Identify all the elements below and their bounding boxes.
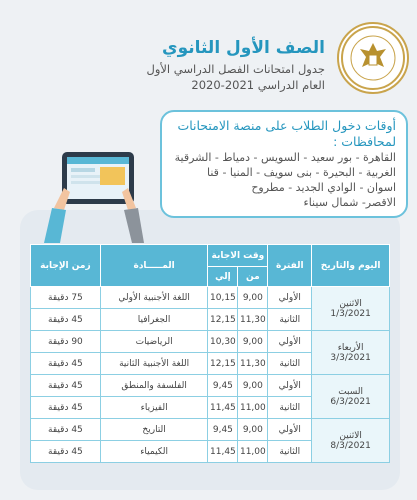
to-cell: 9,45 [208, 375, 238, 397]
governorates-line-1: القاهرة - بور سعيد - السويس - دمياط - الشرقية [174, 151, 396, 164]
from-cell: 9,00 [238, 331, 268, 353]
from-cell: 11,00 [238, 441, 268, 463]
info-heading: أوقات دخول الطلاب على منصة الامتحانات [177, 118, 396, 133]
duration-cell: 90 دقيقة [31, 331, 101, 353]
governorates-line-2: الغربية - البحيرة - بنى سويف - المنيا - قنا [207, 166, 396, 179]
from-cell: 9,00 [238, 287, 268, 309]
header-period: الفترة [268, 245, 312, 287]
subject-cell: الرياضيات [100, 331, 208, 353]
from-cell: 11,00 [238, 397, 268, 419]
governorates-line-3: اسوان - الوادي الجديد - مطروح [251, 181, 396, 194]
table-row [31, 331, 390, 353]
duration-cell: 45 دقيقة [31, 397, 101, 419]
period-cell: الثانية [268, 309, 312, 331]
duration-cell: 45 دقيقة [31, 375, 101, 397]
table-row [31, 287, 390, 309]
exam-schedule-table [30, 244, 390, 463]
hands-holding-tablet-icon [40, 148, 150, 243]
to-cell: 10,15 [208, 287, 238, 309]
period-cell: الأولي [268, 419, 312, 441]
exam-schedule-subtitle: جدول امتحانات الفصل الدراسي الأول [146, 62, 325, 76]
duration-cell: 45 دقيقة [31, 441, 101, 463]
header-answer-time: وقت الاجابة [208, 245, 268, 267]
period-cell: الأولي [268, 287, 312, 309]
from-cell: 11,30 [238, 353, 268, 375]
subject-cell: اللغة الأجنبية الثانية [100, 353, 208, 375]
from-cell: 9,00 [238, 375, 268, 397]
period-cell: الثانية [268, 353, 312, 375]
from-cell: 9,00 [238, 419, 268, 441]
table-row [31, 419, 390, 441]
period-cell: الثانية [268, 397, 312, 419]
to-cell: 11,45 [208, 441, 238, 463]
from-cell: 11,30 [238, 309, 268, 331]
to-cell: 10,30 [208, 331, 238, 353]
day-cell: الأربعاء 3/3/2021 [312, 331, 390, 375]
duration-cell: 75 دقيقة [31, 287, 101, 309]
subject-cell: الكيمياء [100, 441, 208, 463]
duration-cell: 45 دقيقة [31, 353, 101, 375]
exam-access-info-box [160, 110, 408, 218]
info-subheading: لمحافظات : [333, 134, 396, 149]
header-to: إلي [208, 267, 238, 287]
period-cell: الثانية [268, 441, 312, 463]
day-cell: السبت 6/3/2021 [312, 375, 390, 419]
header-subject: المـــــادة [100, 245, 208, 287]
duration-cell: 45 دقيقة [31, 309, 101, 331]
to-cell: 9,45 [208, 419, 238, 441]
header-duration: زمن الإجابة [31, 245, 101, 287]
subject-cell: الفلسفة والمنطق [100, 375, 208, 397]
subject-cell: التاريخ [100, 419, 208, 441]
period-cell: الأولي [268, 331, 312, 353]
header-from: من [238, 267, 268, 287]
to-cell: 12,15 [208, 309, 238, 331]
academic-year-subtitle: العام الدراسي 2021-2020 [191, 78, 325, 92]
header-day-date: اليوم والتاريخ [312, 245, 390, 287]
to-cell: 12,15 [208, 353, 238, 375]
duration-cell: 45 دقيقة [31, 419, 101, 441]
period-cell: الأولي [268, 375, 312, 397]
day-cell: الاثنين 1/3/2021 [312, 287, 390, 331]
subject-cell: الجغرافيا [100, 309, 208, 331]
subject-cell: اللغة الأجنبية الأولي [100, 287, 208, 309]
to-cell: 11,45 [208, 397, 238, 419]
page-title: الصف الأول الثانوي [161, 38, 325, 58]
ministry-seal-icon [337, 22, 409, 94]
governorates-line-4: الاقصر- شمال سيناء [303, 196, 396, 209]
day-cell: الاثنين 8/3/2021 [312, 419, 390, 463]
table-row [31, 375, 390, 397]
subject-cell: الفيزياء [100, 397, 208, 419]
